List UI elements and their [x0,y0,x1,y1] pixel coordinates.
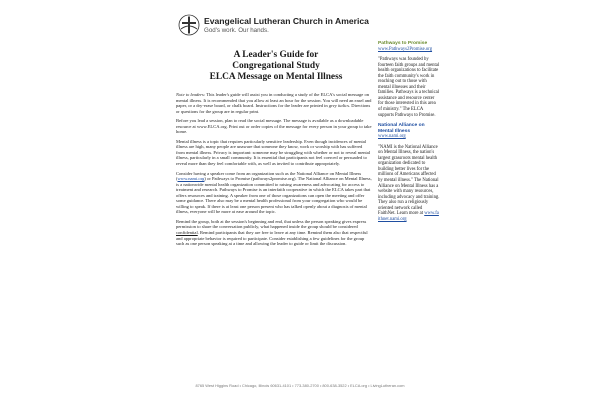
nami-link[interactable]: www.nami.org [177,176,205,182]
paragraph-note-to-leaders [176,92,372,114]
page-title-line-2: Congregational Study [232,61,320,71]
resources-sidebar [378,41,440,227]
note-end: . Directions or questions for the group are in regular print. [176,103,371,114]
page-title-line-1: A Leader's Guide for [233,50,319,60]
elca-logo[interactable] [178,14,368,42]
pathways-block [378,41,440,52]
faithnet-link[interactable]: www.faithnet.nami.org [378,211,439,222]
confidential-text-a: Remind the group, both at the session's beginning and end, that unless the person speaking gives express permission to share the conversation publicly, what happened inside the group should be considered [176,218,367,230]
confidential-word: confidential [176,230,198,236]
speaker-text-a: Consider having a speaker come from an organization such as the National Alliance on Mental Illness ( [176,170,362,182]
confidential-text-b: . Remind participants that they are free to leave at any time. Remind them also that respectful and appropriate behavior is required to participate. Consider establishing a few guidelines for the group such as one person speaking at a time and allowing the leader to guide or limit the discussion. [176,230,368,247]
note-label: Note to leaders: [176,92,206,97]
nami-description-text: "NAMI is the National Alliance on Mental Illness, the nation's largest grassroots mental health organization dedicated to building better lives for the millions of Americans affected by mental illness." The National Alliance on Mental Illness has a website with many resources, including advocacy and training. They also run a religiously oriented network called FaithNet. Learn more at [378,144,440,217]
tagline: God's work. Our hands. [204,27,269,34]
nami-description [378,145,440,223]
speaker-text-b: ) or Pathways to Promise (pathways2promise.org). The National Alliance on Mental Illness, is a nationwide mental health organization committed to raising awareness and advocating for access to treatment and research. Pathways to Promise is an interfaith cooperative in which the ELCA takes part that offers resources and training. A speaker from one of those organizations can open the meeting and offer some guidance. There also may be a mental health professional from your congregation who would be willing to speak. If there is at least one person present who has talked openly about a diagnosis of mental illness, everyone will be more at ease around the topic. [176,176,372,215]
nami-block [378,123,440,140]
paragraph-speaker [176,171,372,215]
elca-cross-icon [178,14,200,36]
note-text: This leader's guide will assist you in conducting a study of the ELCA's social message on mental illness. It is recommended that you allow at least an hour for the session. You will need an easel and paper, or a dry-erase board, or chalk board. Instructions for the leader are printed in [176,92,372,109]
pathways-link[interactable]: www.Pathways2Promise.org [378,46,433,52]
page-title-line-3: ELCA Message on Mental Illness [209,72,343,82]
paragraph-confidentiality [176,219,372,247]
paragraph-sensitivity: Mental illness is a topic that requires particularly sensitive leadership. Even though incidences of mental illness are high, many people are unaware that someone they know, work or worship with has suffered from mental illness. Privacy is important: someone may be struggling with whether or not to reveal mental illness, particularly in a small community. It is essential that participants not feel coerced or persuaded to reveal more than they feel comfortable with, as well as invited to contribute appropriately. [176,138,371,167]
note-grey-italics: grey italics [328,103,350,109]
pathways-heading: Pathways to Promise [378,41,428,46]
page-footer: 8765 West Higgins Road • Chicago, Illinois 60631-4101 • 773-380-2700 • 800-638-3522 • ELCA.org • LivingLutheran.com [195,383,405,388]
nami-sidebar-link[interactable]: www.nami.org [378,134,406,140]
nami-heading: National Alliance on Mental Illness [378,123,425,134]
paragraph-before-session: Before you lead a session, plan to read the social message. The message is available as a downloadable resource at www.ELCA.org. Print out or order copies of the message for every person in your group to take home. [176,118,372,135]
org-name: Evangelical Lutheran Church in America [204,16,369,26]
guide-body [176,92,372,251]
pathways-description: "Pathways was founded by fourteen faith groups and mental health organizations to facilitate the faith community's work in reaching out to those with mental illnesses and their families. Pathways is a technical assistance and resource center for those interested in this area of ministry." The ELCA supports Pathways to Promise. [378,57,440,118]
